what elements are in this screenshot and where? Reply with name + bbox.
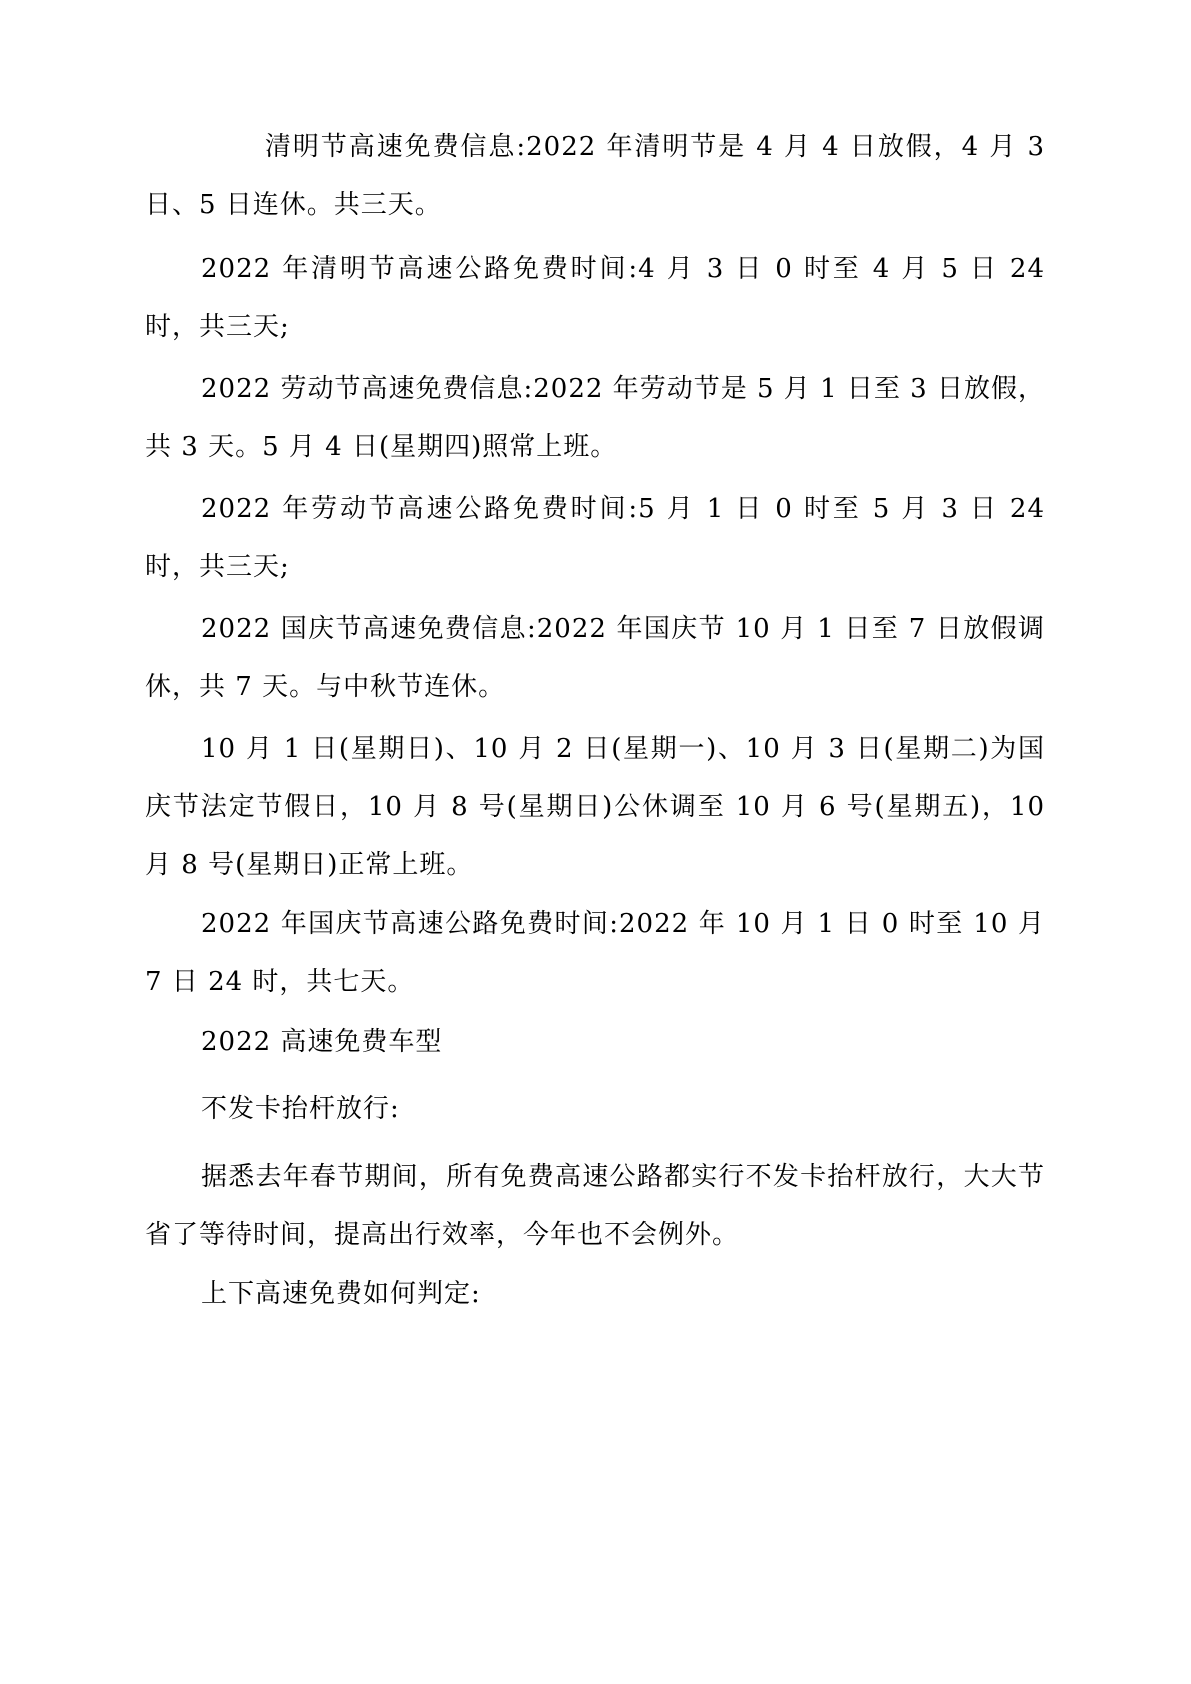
paragraph-qingming-free-time: 2022 年清明节高速公路免费时间:4 月 3 日 0 时至 4 月 5 日 24 时，共三天; xyxy=(145,254,1045,342)
paragraph-free-vehicle-types: 2022 高速免费车型 xyxy=(201,1027,443,1057)
paragraph-national-day-schedule: 10 月 1 日(星期日)、10 月 2 日(星期一)、10 月 3 日(星期二)为国庆节法定节假日，10 月 8 号(星期日)公休调至 10 月 6 号(星期五)，10 月 8 号(星期日)正常上班。 xyxy=(145,734,1045,880)
paragraph-labor-day-free-time: 2022 年劳动节高速公路免费时间:5 月 1 日 0 时至 5 月 3 日 24 时，共三天; xyxy=(145,494,1045,582)
paragraph-no-card-details: 据悉去年春节期间，所有免费高速公路都实行不发卡抬杆放行，大大节省了等待时间，提高出行效率，今年也不会例外。 xyxy=(145,1162,1045,1250)
paragraph-national-day-free-time: 2022 年国庆节高速公路免费时间:2022 年 10 月 1 日 0 时至 10 月 7 日 24 时，共七天。 xyxy=(145,909,1045,997)
paragraph-no-card-pass: 不发卡抬杆放行: xyxy=(201,1094,400,1124)
paragraph-labor-day-info: 2022 劳动节高速免费信息:2022 年劳动节是 5 月 1 日至 3 日放假，共 3 天。5 月 4 日(星期四)照常上班。 xyxy=(145,374,1045,462)
paragraph-how-determined: 上下高速免费如何判定: xyxy=(201,1279,481,1309)
paragraph-national-day-info: 2022 国庆节高速免费信息:2022 年国庆节 10 月 1 日至 7 日放假调休，共 7 天。与中秋节连休。 xyxy=(145,614,1045,702)
paragraph-qingming-info: 清明节高速免费信息:2022 年清明节是 4 月 4 日放假，4 月 3 日、5 日连休。共三天。 xyxy=(145,132,1045,220)
